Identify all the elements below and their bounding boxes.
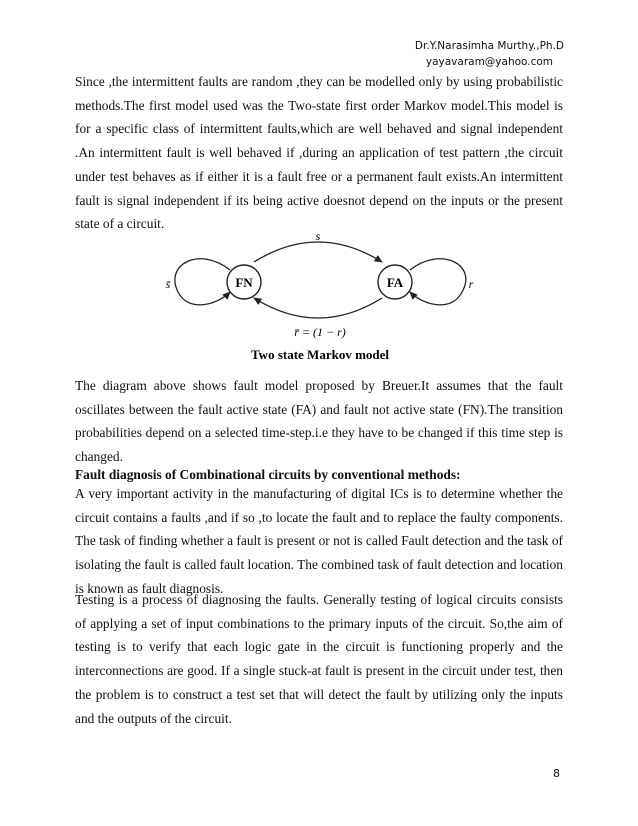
state-fa-label: FA [386,275,404,290]
transition-arc-fn-fa [254,242,382,262]
state-fn-label: FN [235,275,253,290]
author-name: Dr.Y.Narasimha Murthy.,Ph.D [414,40,564,52]
diagram-description-paragraph: The diagram above shows fault model proposed by Breuer.It assumes that the fault oscillates between the fault active state (FA) and fault not active state (FN).The transition probabilities depend on a selected time-step.i.e they have to be changed if this time step is changed. [75,378,563,465]
page-header [415,38,564,70]
label-s-bar: s̄ [165,277,171,291]
transition-arc-fa-fn [254,298,382,318]
intro-paragraph: Since ,the intermittent faults are random ,they can be modelled only by using probabilistic methods.The first model used was the Two-state first order Markov model.This model is for a specific class of intermittent faults,which are well behaved and signal independent .An intermittent fault is well behaved if ,during an application of test pattern ,the circuit under test behaves as if either it is a fault free or a permanent fault exists.An intermittent fault is signal independent if its being active doesnot depend on the inputs or the present state of a circuit. [75,74,563,232]
diagnosis-paragraph-2: Testing is a process of diagnosing the faults. Generally testing of logical circuits consists of applying a set of input combinations to the primary inputs of the circuit. So,the aim of testing is to verify that each logic gate in the circuit is functioning properly and the interconnections are good. If a single stuck-at fault is present in the circuit under test, then the problem is to construct a test set that will detect the fault by utilizing only the inputs and the outputs of the circuit. [75,592,563,726]
self-loop-fa [410,259,466,305]
author-email: yayavaram@yahoo.com [425,56,554,68]
diagram-caption: Two state Markov model [250,347,390,362]
page-number: 8 [553,767,560,780]
markov-diagram [160,226,480,368]
label-s: s [315,229,321,243]
label-r: r [468,277,474,291]
section-heading: Fault diagnosis of Combinational circuits by conventional methods: [75,467,461,482]
self-loop-fn [175,259,230,305]
diagnosis-paragraph-1: A very important activity in the manufacturing of digital ICs is to determine whether the circuit contains a faults ,and if so ,to locate the fault and to replace the faulty components. The task of finding whether a fault is present or not is called Fault detection and the task of isolating the fault is called fault location. The combined task of fault detection and location is known as fault diagnosis. [75,486,563,596]
label-r-bar: r̄ = (1 − r) [294,325,346,339]
